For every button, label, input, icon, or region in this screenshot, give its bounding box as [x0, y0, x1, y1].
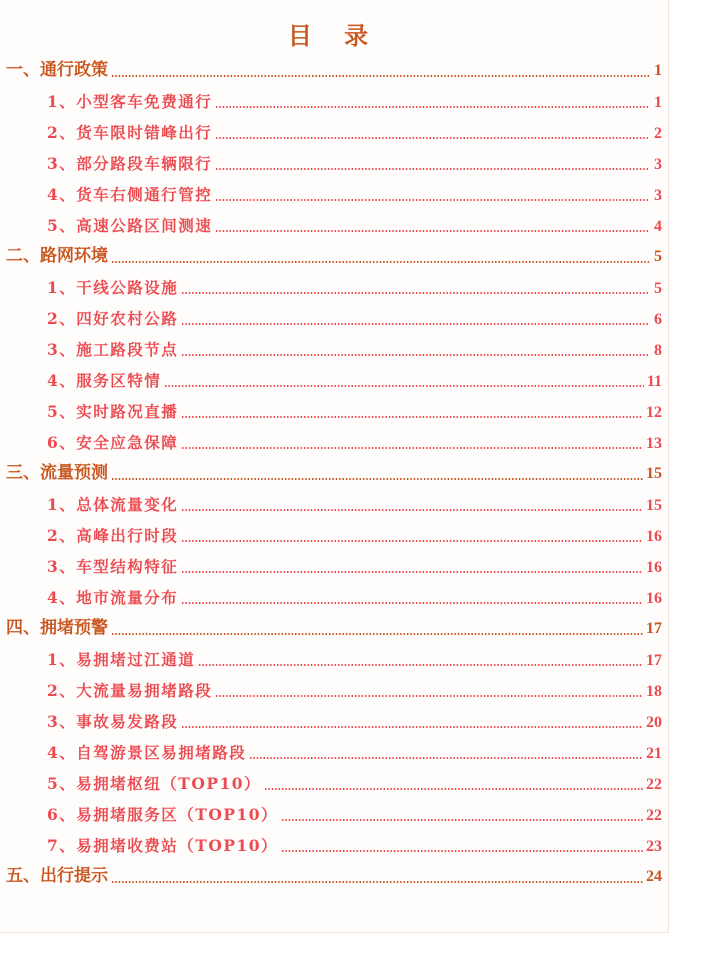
toc-section-entry[interactable]	[0, 613, 668, 644]
toc-subsection-entry[interactable]	[0, 489, 668, 520]
dot-leader	[181, 571, 643, 573]
toc-subsection-entry[interactable]	[0, 396, 668, 427]
dot-leader	[249, 757, 643, 759]
toc-entry-label: 4、地市流量分布	[47, 588, 179, 607]
dot-leader	[111, 261, 649, 263]
toc-entry-label: 一、通行政策	[6, 60, 108, 80]
toc-entry-label: 5、高速公路区间测速	[47, 216, 213, 235]
toc-subsection-entry[interactable]	[0, 799, 668, 830]
dot-leader	[215, 199, 649, 201]
toc-page-number: 21	[646, 745, 662, 762]
toc-section-entry[interactable]	[0, 861, 668, 892]
toc-entry-label: 3、事故易发路段	[47, 712, 179, 731]
toc-subsection-entry[interactable]	[0, 706, 668, 737]
dot-leader	[281, 850, 643, 852]
table-of-contents	[0, 55, 668, 892]
toc-subsection-entry[interactable]	[0, 179, 668, 210]
dot-leader	[181, 726, 643, 728]
toc-entry-label: 3、施工路段节点	[47, 340, 179, 359]
toc-entry-label: 4、货车右侧通行管控	[47, 185, 213, 204]
toc-entry-label: 2、四好农村公路	[47, 309, 179, 328]
toc-entry-label: 5、实时路况直播	[47, 402, 179, 421]
dot-leader	[215, 695, 643, 697]
toc-page-number: 22	[646, 807, 662, 824]
toc-entry-label: 五、出行提示	[6, 866, 108, 886]
toc-entry-label: 2、高峰出行时段	[47, 526, 179, 545]
toc-page-number: 13	[646, 435, 662, 452]
toc-subsection-entry[interactable]	[0, 86, 668, 117]
dot-leader	[111, 478, 643, 480]
toc-entry-label: 6、易拥堵服务区（TOP10）	[47, 805, 279, 824]
toc-subsection-entry[interactable]	[0, 210, 668, 241]
toc-subsection-entry[interactable]	[0, 644, 668, 675]
dot-leader	[181, 354, 649, 356]
toc-subsection-entry[interactable]	[0, 365, 668, 396]
dot-leader	[198, 664, 643, 666]
dot-leader	[181, 602, 643, 604]
dot-leader	[215, 106, 649, 108]
toc-subsection-entry[interactable]	[0, 830, 668, 861]
toc-page-number: 11	[646, 373, 662, 390]
dot-leader	[215, 230, 649, 232]
toc-entry-label: 4、服务区特情	[47, 371, 162, 390]
dot-leader	[181, 540, 643, 542]
toc-section-entry[interactable]	[0, 241, 668, 272]
toc-page-number: 12	[646, 404, 662, 421]
toc-page-number: 16	[646, 559, 662, 576]
toc-subsection-entry[interactable]	[0, 334, 668, 365]
toc-page-number: 17	[646, 620, 662, 637]
toc-page-number: 1	[654, 62, 662, 79]
toc-page-number: 15	[646, 497, 662, 514]
toc-page-number: 3	[654, 187, 662, 204]
toc-entry-label: 四、拥堵预警	[6, 618, 108, 638]
dot-leader	[111, 633, 643, 635]
toc-subsection-entry[interactable]	[0, 737, 668, 768]
dot-leader	[181, 292, 649, 294]
toc-entry-label: 3、部分路段车辆限行	[47, 154, 213, 173]
toc-page-number: 4	[654, 218, 662, 235]
dot-leader	[181, 416, 643, 418]
toc-page-number: 24	[646, 868, 662, 885]
toc-entry-label: 4、自驾游景区易拥堵路段	[47, 743, 247, 762]
toc-section-entry[interactable]	[0, 458, 668, 489]
toc-page-number: 16	[646, 590, 662, 607]
toc-entry-label: 1、干线公路设施	[47, 278, 179, 297]
dot-leader	[181, 509, 643, 511]
toc-page-number: 18	[646, 683, 662, 700]
toc-section-entry[interactable]	[0, 55, 668, 86]
toc-subsection-entry[interactable]	[0, 272, 668, 303]
dot-leader	[181, 323, 649, 325]
dot-leader	[264, 788, 643, 790]
toc-entry-label: 3、车型结构特征	[47, 557, 179, 576]
toc-page-number: 6	[654, 311, 662, 328]
dot-leader	[111, 881, 643, 883]
toc-subsection-entry[interactable]	[0, 427, 668, 458]
toc-page-number: 8	[654, 342, 662, 359]
toc-subsection-entry[interactable]	[0, 520, 668, 551]
toc-entry-label: 2、大流量易拥堵路段	[47, 681, 213, 700]
toc-entry-label: 二、路网环境	[6, 246, 108, 266]
toc-entry-label: 1、小型客车免费通行	[47, 92, 213, 111]
dot-leader	[111, 75, 649, 77]
toc-page-number: 5	[654, 280, 662, 297]
toc-entry-label: 6、安全应急保障	[47, 433, 179, 452]
toc-subsection-entry[interactable]	[0, 117, 668, 148]
toc-title: 目 录	[287, 22, 381, 50]
toc-entry-label: 5、易拥堵枢纽（TOP10）	[47, 774, 262, 793]
toc-page-number: 17	[646, 652, 662, 669]
toc-entry-label: 2、货车限时错峰出行	[47, 123, 213, 142]
toc-page-number: 2	[654, 125, 662, 142]
toc-page-number: 22	[646, 776, 662, 793]
toc-page-number: 5	[654, 248, 662, 265]
toc-page-number: 23	[646, 838, 662, 855]
toc-page-number: 15	[646, 465, 662, 482]
dot-leader	[281, 819, 643, 821]
toc-page-number: 20	[646, 714, 662, 731]
toc-entry-label: 1、总体流量变化	[47, 495, 179, 514]
toc-page-number: 1	[654, 94, 662, 111]
toc-subsection-entry[interactable]	[0, 148, 668, 179]
toc-entry-label: 7、易拥堵收费站（TOP10）	[47, 836, 279, 855]
toc-subsection-entry[interactable]	[0, 303, 668, 334]
toc-subsection-entry[interactable]	[0, 768, 668, 799]
dot-leader	[164, 385, 644, 387]
toc-entry-label: 1、易拥堵过江通道	[47, 650, 196, 669]
toc-subsection-entry[interactable]	[0, 675, 668, 706]
toc-entry-label: 三、流量预测	[6, 463, 108, 483]
dot-leader	[181, 447, 643, 449]
toc-subsection-entry[interactable]	[0, 582, 668, 613]
toc-page-number: 16	[646, 528, 662, 545]
toc-subsection-entry[interactable]	[0, 551, 668, 582]
dot-leader	[215, 137, 649, 139]
dot-leader	[215, 168, 649, 170]
toc-page-number: 3	[654, 156, 662, 173]
